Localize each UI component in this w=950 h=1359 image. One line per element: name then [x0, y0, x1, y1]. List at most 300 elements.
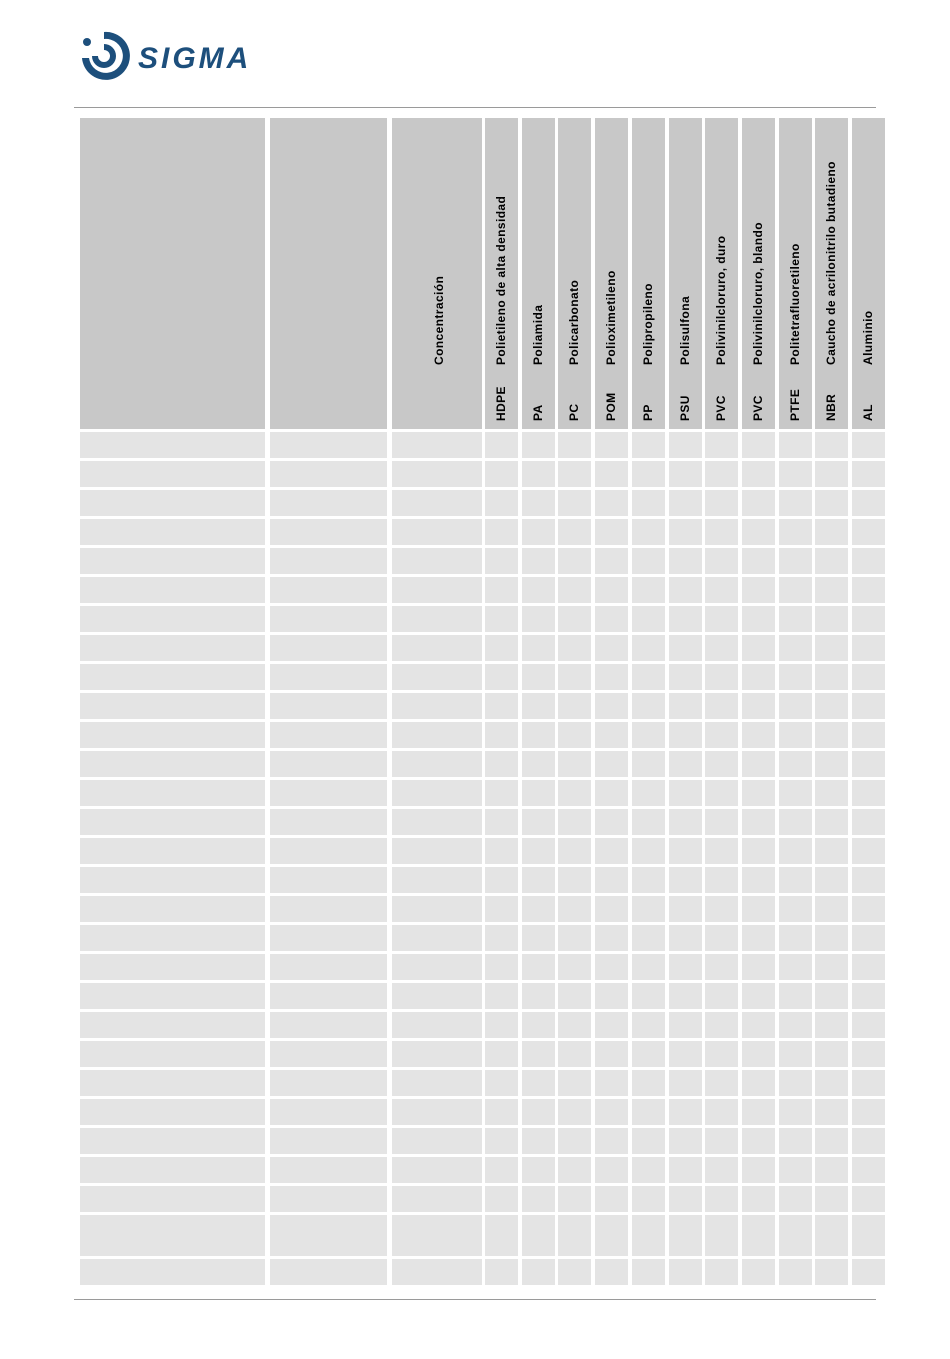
table-cell: [392, 664, 482, 690]
table-cell: [815, 1099, 848, 1125]
table-cell: [705, 751, 738, 777]
table-cell: [632, 751, 665, 777]
table-cell: [669, 635, 702, 661]
table-cell: [558, 548, 591, 574]
table-cell: [815, 1012, 848, 1038]
table-cell: [705, 1186, 738, 1212]
table-cell: [485, 606, 518, 632]
table-cell: [522, 1186, 555, 1212]
table-cell: [558, 809, 591, 835]
material-abbr: POM: [604, 392, 618, 421]
table-cell: [595, 519, 628, 545]
table-cell: [270, 896, 387, 922]
table-cell: [485, 461, 518, 487]
material-name: Polioximetileno: [604, 270, 618, 365]
table-cell: [705, 722, 738, 748]
table-cell: [779, 577, 812, 603]
table-cell: [558, 1041, 591, 1067]
table-cell: [522, 722, 555, 748]
footer-divider: [74, 1299, 876, 1300]
table-cell: [705, 490, 738, 516]
material-name: Polipropileno: [641, 283, 655, 365]
table-cell: [595, 1128, 628, 1154]
table-cell: [392, 635, 482, 661]
header-cell-concentration: [392, 118, 482, 429]
concentration-label: Concentración: [432, 275, 446, 365]
table-cell: [669, 1070, 702, 1096]
table-cell: [485, 925, 518, 951]
table-cell: [558, 838, 591, 864]
table-cell: [80, 983, 265, 1009]
table-cell: [632, 1012, 665, 1038]
table-cell: [742, 1215, 775, 1256]
table-cell: [558, 1128, 591, 1154]
table-cell: [779, 606, 812, 632]
material-name: Polisulfona: [678, 295, 692, 365]
table-cell: [270, 548, 387, 574]
table-cell: [485, 809, 518, 835]
table-cell: [392, 896, 482, 922]
table-cell: [270, 693, 387, 719]
table-cell: [632, 519, 665, 545]
header-cell-formula: [270, 118, 387, 429]
table-cell: [485, 548, 518, 574]
table-cell: [558, 983, 591, 1009]
table-cell: [485, 693, 518, 719]
table-cell: [392, 925, 482, 951]
table-cell: [270, 1041, 387, 1067]
table-cell: [80, 1099, 265, 1125]
table-cell: [80, 780, 265, 806]
table-cell: [632, 1128, 665, 1154]
table-cell: [742, 432, 775, 458]
table-cell: [80, 1128, 265, 1154]
table-cell: [522, 461, 555, 487]
table-cell: [632, 954, 665, 980]
table-cell: [80, 954, 265, 980]
material-abbr: PVC: [751, 395, 765, 421]
table-cell: [852, 722, 885, 748]
header-divider: [74, 107, 876, 108]
table-cell: [522, 606, 555, 632]
table-cell: [632, 1215, 665, 1256]
table-cell: [270, 432, 387, 458]
table-cell: [558, 693, 591, 719]
table-cell: [852, 519, 885, 545]
table-cell: [669, 1041, 702, 1067]
material-abbr: PTFE: [788, 388, 802, 421]
table-cell: [270, 867, 387, 893]
table-cell: [595, 1041, 628, 1067]
table-cell: [632, 664, 665, 690]
table-cell: [852, 896, 885, 922]
table-cell: [558, 751, 591, 777]
table-cell: [705, 1041, 738, 1067]
table-cell: [392, 722, 482, 748]
table-cell: [669, 490, 702, 516]
header-cell-substance: [80, 118, 265, 429]
table-cell: [632, 432, 665, 458]
table-cell: [815, 1041, 848, 1067]
table-cell: [80, 722, 265, 748]
table-cell: [595, 1099, 628, 1125]
table-cell: [270, 490, 387, 516]
table-cell: [815, 925, 848, 951]
header-cell-material: [558, 118, 591, 429]
table-cell: [815, 780, 848, 806]
table-cell: [779, 1259, 812, 1285]
table-cell: [669, 1099, 702, 1125]
table-cell: [270, 925, 387, 951]
table-cell: [558, 606, 591, 632]
table-cell: [595, 925, 628, 951]
table-cell: [669, 896, 702, 922]
table-cell: [669, 867, 702, 893]
table-cell: [632, 635, 665, 661]
table-cell: [779, 1070, 812, 1096]
table-cell: [595, 954, 628, 980]
table-cell: [852, 606, 885, 632]
table-cell: [558, 1099, 591, 1125]
table-cell: [392, 751, 482, 777]
material-abbr: PP: [641, 404, 655, 421]
table-cell: [815, 490, 848, 516]
table-cell: [705, 635, 738, 661]
sigma-logo: [80, 30, 295, 82]
table-cell: [669, 1012, 702, 1038]
table-cell: [705, 1099, 738, 1125]
table-cell: [705, 983, 738, 1009]
table-cell: [632, 577, 665, 603]
table-cell: [522, 1012, 555, 1038]
table-cell: [270, 1186, 387, 1212]
table-cell: [815, 577, 848, 603]
table-cell: [485, 1012, 518, 1038]
table-cell: [522, 635, 555, 661]
table-cell: [558, 461, 591, 487]
table-cell: [270, 1012, 387, 1038]
table-cell: [270, 664, 387, 690]
table-cell: [632, 1259, 665, 1285]
table-cell: [705, 1215, 738, 1256]
table-cell: [595, 1186, 628, 1212]
table-cell: [669, 925, 702, 951]
table-cell: [852, 1012, 885, 1038]
table-cell: [705, 780, 738, 806]
table-cell: [815, 1259, 848, 1285]
table-cell: [852, 1041, 885, 1067]
table-cell: [815, 838, 848, 864]
table-cell: [270, 983, 387, 1009]
material-abbr: AL: [861, 404, 875, 421]
table-cell: [742, 1012, 775, 1038]
table-cell: [852, 1186, 885, 1212]
table-cell: [815, 1128, 848, 1154]
table-cell: [595, 751, 628, 777]
table-cell: [80, 1215, 265, 1256]
table-cell: [632, 983, 665, 1009]
table-cell: [595, 635, 628, 661]
table-cell: [485, 1099, 518, 1125]
table-cell: [669, 751, 702, 777]
table-cell: [392, 983, 482, 1009]
table-cell: [815, 1157, 848, 1183]
table-cell: [632, 461, 665, 487]
table-cell: [632, 1099, 665, 1125]
table-cell: [270, 1128, 387, 1154]
table-cell: [779, 461, 812, 487]
table-cell: [742, 461, 775, 487]
table-cell: [779, 1128, 812, 1154]
table-cell: [595, 693, 628, 719]
header-cell-material: [669, 118, 702, 429]
table-cell: [705, 1259, 738, 1285]
table-cell: [669, 954, 702, 980]
table-cell: [80, 664, 265, 690]
table-cell: [80, 867, 265, 893]
table-cell: [392, 490, 482, 516]
table-cell: [392, 548, 482, 574]
table-cell: [852, 664, 885, 690]
table-cell: [779, 548, 812, 574]
table-cell: [485, 664, 518, 690]
table-cell: [485, 1041, 518, 1067]
table-cell: [815, 519, 848, 545]
table-cell: [392, 461, 482, 487]
header-cell-material: [815, 118, 848, 429]
table-cell: [669, 461, 702, 487]
table-cell: [852, 1259, 885, 1285]
table-cell: [852, 548, 885, 574]
table-cell: [522, 954, 555, 980]
table-cell: [705, 548, 738, 574]
table-cell: [705, 664, 738, 690]
header-cell-material: [522, 118, 555, 429]
table-cell: [705, 577, 738, 603]
table-cell: [80, 432, 265, 458]
table-cell: [595, 432, 628, 458]
table-cell: [742, 1128, 775, 1154]
table-cell: [485, 896, 518, 922]
table-cell: [392, 432, 482, 458]
table-cell: [669, 1215, 702, 1256]
table-cell: [632, 1041, 665, 1067]
table-cell: [595, 838, 628, 864]
table-cell: [815, 722, 848, 748]
table-cell: [705, 1012, 738, 1038]
table-cell: [852, 461, 885, 487]
table-cell: [595, 1259, 628, 1285]
table-cell: [80, 1259, 265, 1285]
table-cell: [80, 809, 265, 835]
table-cell: [558, 1070, 591, 1096]
table-cell: [392, 1157, 482, 1183]
header-cell-material: [705, 118, 738, 429]
table-cell: [595, 1215, 628, 1256]
table-cell: [779, 751, 812, 777]
table-cell: [522, 490, 555, 516]
table-cell: [632, 1186, 665, 1212]
table-cell: [80, 693, 265, 719]
table-cell: [392, 606, 482, 632]
table-cell: [632, 722, 665, 748]
table-cell: [632, 780, 665, 806]
table-cell: [485, 577, 518, 603]
table-cell: [392, 867, 482, 893]
table-cell: [485, 635, 518, 661]
table-cell: [522, 1157, 555, 1183]
table-cell: [595, 809, 628, 835]
material-abbr: PSU: [678, 395, 692, 421]
table-cell: [779, 519, 812, 545]
table-cell: [815, 867, 848, 893]
table-cell: [632, 606, 665, 632]
table-cell: [742, 925, 775, 951]
table-cell: [852, 635, 885, 661]
table-cell: [705, 1128, 738, 1154]
table-cell: [558, 432, 591, 458]
table-cell: [80, 461, 265, 487]
table-cell: [558, 519, 591, 545]
material-name: Politetrafluoretileno: [788, 243, 802, 365]
table-cell: [742, 722, 775, 748]
table-cell: [558, 1157, 591, 1183]
table-cell: [852, 954, 885, 980]
table-cell: [522, 1099, 555, 1125]
table-cell: [80, 519, 265, 545]
table-cell: [779, 838, 812, 864]
table-cell: [392, 1099, 482, 1125]
table-cell: [595, 722, 628, 748]
table-cell: [852, 1157, 885, 1183]
table-cell: [595, 606, 628, 632]
table-cell: [80, 548, 265, 574]
table-cell: [522, 693, 555, 719]
table-cell: [852, 432, 885, 458]
table-cell: [595, 664, 628, 690]
table-cell: [669, 838, 702, 864]
table-cell: [392, 1186, 482, 1212]
table-cell: [522, 1259, 555, 1285]
table-cell: [742, 838, 775, 864]
table-cell: [705, 838, 738, 864]
table-cell: [270, 954, 387, 980]
table-cell: [779, 1186, 812, 1212]
table-cell: [595, 1012, 628, 1038]
table-cell: [632, 896, 665, 922]
table-cell: [852, 1128, 885, 1154]
material-abbr: NBR: [824, 393, 838, 421]
table-cell: [669, 722, 702, 748]
table-cell: [80, 1157, 265, 1183]
table-cell: [705, 1157, 738, 1183]
table-cell: [779, 1099, 812, 1125]
table-cell: [270, 722, 387, 748]
table-cell: [270, 461, 387, 487]
material-name: Poliamida: [531, 304, 545, 365]
table-cell: [595, 490, 628, 516]
table-cell: [779, 1215, 812, 1256]
table-cell: [815, 1215, 848, 1256]
table-cell: [705, 867, 738, 893]
table-cell: [852, 1099, 885, 1125]
table-cell: [595, 577, 628, 603]
table-cell: [558, 490, 591, 516]
table-cell: [779, 1157, 812, 1183]
table-cell: [669, 548, 702, 574]
table-cell: [558, 1259, 591, 1285]
table-cell: [705, 693, 738, 719]
table-cell: [485, 954, 518, 980]
table-cell: [742, 867, 775, 893]
table-cell: [705, 896, 738, 922]
table-cell: [392, 577, 482, 603]
table-cell: [485, 1128, 518, 1154]
material-abbr: PA: [531, 404, 545, 421]
table-cell: [742, 664, 775, 690]
table-cell: [558, 1186, 591, 1212]
table-cell: [632, 490, 665, 516]
table-cell: [392, 809, 482, 835]
table-cell: [742, 490, 775, 516]
table-cell: [705, 461, 738, 487]
table-cell: [852, 490, 885, 516]
table-cell: [270, 577, 387, 603]
table-cell: [522, 1128, 555, 1154]
table-cell: [522, 1070, 555, 1096]
table-cell: [392, 519, 482, 545]
table-cell: [669, 577, 702, 603]
table-cell: [815, 809, 848, 835]
table-cell: [270, 606, 387, 632]
table-cell: [779, 1012, 812, 1038]
table-cell: [558, 925, 591, 951]
table-cell: [270, 780, 387, 806]
table-cell: [815, 548, 848, 574]
table-cell: [852, 809, 885, 835]
table-cell: [558, 722, 591, 748]
table-cell: [632, 809, 665, 835]
table-cell: [742, 751, 775, 777]
table-cell: [392, 1012, 482, 1038]
table-cell: [779, 693, 812, 719]
table-cell: [485, 780, 518, 806]
table-cell: [669, 664, 702, 690]
table-cell: [485, 722, 518, 748]
table-cell: [392, 1215, 482, 1256]
table-cell: [779, 983, 812, 1009]
header-cell-material: [485, 118, 518, 429]
header-cell-material: [852, 118, 885, 429]
table-cell: [270, 838, 387, 864]
table-cell: [485, 432, 518, 458]
table-cell: [522, 867, 555, 893]
table-cell: [270, 1099, 387, 1125]
table-cell: [80, 1070, 265, 1096]
table-cell: [485, 1215, 518, 1256]
table-cell: [742, 1186, 775, 1212]
table-cell: [80, 925, 265, 951]
table-cell: [595, 867, 628, 893]
table-cell: [80, 1012, 265, 1038]
table-cell: [815, 432, 848, 458]
table-cell: [485, 983, 518, 1009]
table-cell: [80, 751, 265, 777]
table-cell: [595, 983, 628, 1009]
table-cell: [522, 809, 555, 835]
table-cell: [852, 838, 885, 864]
table-cell: [522, 780, 555, 806]
